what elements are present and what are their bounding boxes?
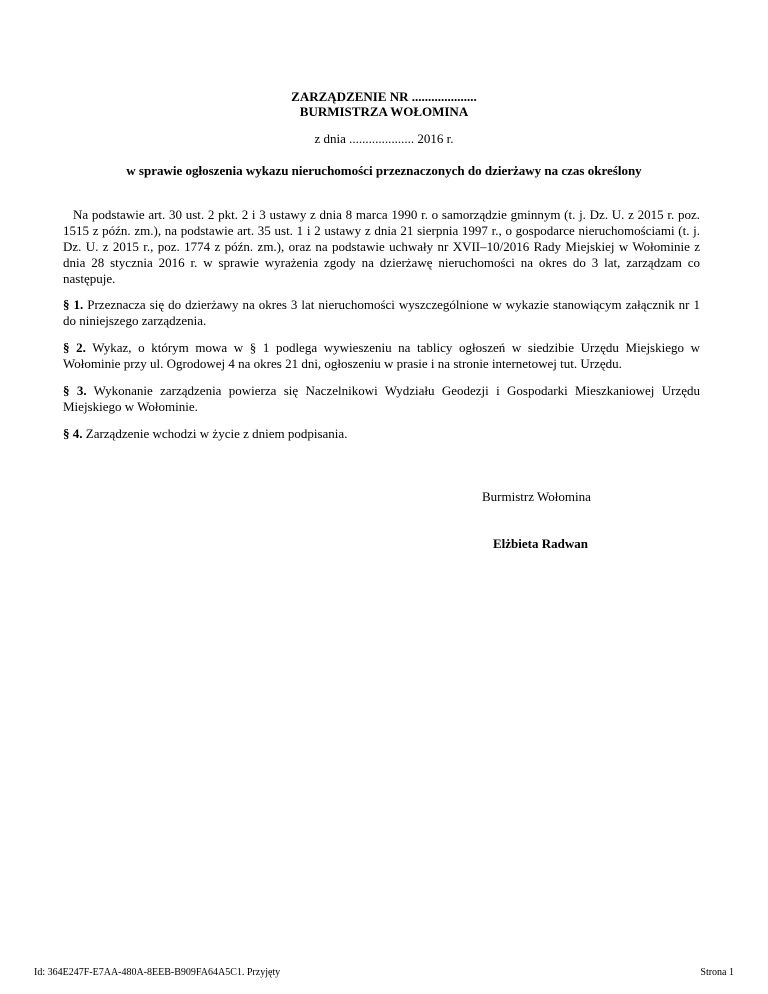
document-header: [0, 89, 768, 119]
paragraph-1-text: Przeznacza się do dzierżawy na okres 3 lat nieruchomości wyszczególnione w wykazie stanowiącym załącznik nr 1 do niniejszego zarządzenia.: [63, 297, 700, 328]
paragraph-1: [63, 297, 700, 329]
paragraph-2-mark: § 2.: [63, 340, 86, 355]
signature-title: Burmistrz Wołomina: [482, 489, 591, 504]
paragraph-1-mark: § 1.: [63, 297, 84, 312]
document-body: [63, 207, 700, 453]
signature-name: Elżbieta Radwan: [493, 536, 588, 551]
paragraph-4-text: Zarządzenie wchodzi w życie z dniem podpisania.: [82, 426, 348, 441]
paragraph-2: [63, 340, 700, 372]
footer-document-id: Id: 364E247F-E7AA-480A-8EEB-B909FA64A5C1. Przyjęty: [34, 967, 281, 978]
document-subject: w sprawie ogłoszenia wykazu nieruchomości przeznaczonych do dzierżawy na czas określony: [126, 163, 642, 178]
document-issuer: BURMISTRZA WOŁOMINA: [299, 104, 469, 119]
document-title: ZARZĄDZENIE NR ....................: [291, 89, 477, 104]
document-date: z dnia .................... 2016 r.: [314, 131, 454, 146]
paragraph-3: [63, 383, 700, 415]
paragraph-4: [63, 426, 700, 442]
footer-page-number: Strona 1: [700, 967, 734, 978]
paragraph-3-mark: § 3.: [63, 383, 87, 398]
legal-basis-paragraph: Na podstawie art. 30 ust. 2 pkt. 2 i 3 ustawy z dnia 8 marca 1990 r. o samorządzie gminnym (t. j. Dz. U. z 2015 r. poz. 1515 z późn. zm.), na podstawie art. 35 ust. 1 i 2 ustawy z dnia 21 sierpnia 1997 r., o gospodarce nieruchomościami (t. j. Dz. U. z 2015 r., poz. 1774 z późn. zm.), oraz na podstawie uchwały nr XVII–10/2016 Rady Miejskiej w Wołominie z dnia 28 stycznia 2016 r. w sprawie wyrażenia zgody na dzierżawę nieruchomości na okres do 3 lat, zarządzam co następuje.: [63, 207, 700, 286]
paragraph-4-mark: § 4.: [63, 426, 83, 441]
paragraph-2-text: Wykaz, o którym mowa w § 1 podlega wywieszeniu na tablicy ogłoszeń w siedzibie Urzędu Miejskiego w Wołominie przy ul. Ogrodowej 4 na okres 21 dni, ogłoszeniu w prasie i na stronie internetowej tut. Urzędu.: [63, 340, 700, 371]
paragraph-3-text: Wykonanie zarządzenia powierza się Naczelnikowi Wydziału Geodezji i Gospodarki Mieszkaniowej Urzędu Miejskiego w Wołominie.: [63, 383, 700, 414]
